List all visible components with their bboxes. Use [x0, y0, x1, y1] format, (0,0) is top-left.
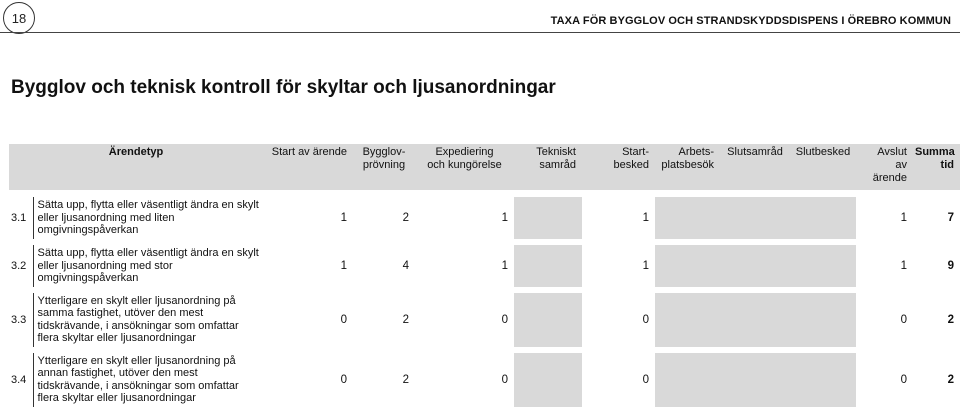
cell-summa: 7	[913, 197, 960, 242]
cell-expediering: 1	[415, 242, 514, 290]
table-row	[9, 197, 960, 242]
cell-startbesked: 1	[582, 197, 655, 242]
column-header: Slutsamråd	[720, 144, 790, 190]
cell-slutbesked	[790, 197, 856, 242]
running-header: TAXA FÖR BYGGLOV OCH STRANDSKYDDSDISPENS I ÖREBRO KOMMUN	[550, 15, 951, 27]
cell-slutsamrad	[720, 290, 790, 350]
header-divider	[0, 32, 960, 33]
cell-bygglovprovning: 4	[353, 242, 415, 290]
cell-slutsamrad	[720, 197, 790, 242]
cell-bygglovprovning: 2	[353, 350, 415, 410]
column-header: Start- besked	[582, 144, 655, 190]
row-description: Ytterligare en skylt eller ljusanordning på annan fastighet, utöver den mest tidskrävande, i ansökningar som omfattar flera skyltar eller ljusanordningar	[33, 350, 263, 410]
column-header: Expediering och kungörelse	[415, 144, 514, 190]
cell-tekniskt-samrad	[514, 350, 582, 410]
row-code: 3.1	[9, 197, 33, 242]
cell-tekniskt-samrad	[514, 290, 582, 350]
cell-summa: 9	[913, 242, 960, 290]
column-header: Tekniskt samråd	[514, 144, 582, 190]
column-header: Slutbesked	[790, 144, 856, 190]
cell-start: 0	[263, 350, 353, 410]
cell-start: 1	[263, 242, 353, 290]
column-header: Avslut av ärende	[856, 144, 913, 190]
fee-table	[9, 144, 960, 413]
cell-summa: 2	[913, 350, 960, 410]
row-code: 3.4	[9, 350, 33, 410]
row-description: Ytterligare en skylt eller ljusanordning på samma fastighet, utöver den mest tidskrävande, i ansökningar som omfattar flera skyltar eller ljusanordningar	[33, 290, 263, 350]
row-description: Sätta upp, flytta eller väsentligt ändra en skylt eller ljusanordning med stor omgivningspåverkan	[33, 242, 263, 290]
cell-bygglovprovning: 2	[353, 290, 415, 350]
cell-slutbesked	[790, 350, 856, 410]
cell-avslut: 0	[856, 350, 913, 410]
cell-startbesked: 0	[582, 350, 655, 410]
cell-arbetsplatsbesok	[655, 242, 720, 290]
cell-slutsamrad	[720, 350, 790, 410]
cell-arbetsplatsbesok	[655, 290, 720, 350]
cell-startbesked: 0	[582, 290, 655, 350]
cell-expediering: 0	[415, 290, 514, 350]
cell-summa: 2	[913, 290, 960, 350]
cell-avslut: 1	[856, 242, 913, 290]
row-code: 3.2	[9, 242, 33, 290]
cell-slutbesked	[790, 290, 856, 350]
page-number-badge	[3, 2, 35, 34]
column-header: Arbets- platsbesök	[655, 144, 720, 190]
cell-arbetsplatsbesok	[655, 350, 720, 410]
cell-startbesked: 1	[582, 242, 655, 290]
cell-slutbesked	[790, 242, 856, 290]
page-number: 18	[11, 10, 27, 26]
cell-tekniskt-samrad	[514, 197, 582, 242]
column-header: Bygglov- prövning	[353, 144, 415, 190]
table-row	[9, 242, 960, 290]
section-title: Bygglov och teknisk kontroll för skyltar och ljusanordningar	[11, 77, 556, 98]
column-header: Start av ärende	[263, 144, 353, 190]
cell-bygglovprovning: 2	[353, 197, 415, 242]
cell-slutsamrad	[720, 242, 790, 290]
row-code: 3.3	[9, 290, 33, 350]
cell-arbetsplatsbesok	[655, 197, 720, 242]
table-header-row	[9, 144, 960, 190]
table-row	[9, 350, 960, 410]
cell-start: 0	[263, 290, 353, 350]
column-header: Summa tid	[913, 144, 960, 190]
column-header: Ärendetyp	[9, 144, 263, 190]
cell-start: 1	[263, 197, 353, 242]
row-description: Sätta upp, flytta eller väsentligt ändra en skylt eller ljusanordning med liten omgivningspåverkan	[33, 197, 263, 242]
cell-tekniskt-samrad	[514, 242, 582, 290]
cell-avslut: 0	[856, 290, 913, 350]
cell-avslut: 1	[856, 197, 913, 242]
table-row	[9, 290, 960, 350]
cell-expediering: 0	[415, 350, 514, 410]
cell-expediering: 1	[415, 197, 514, 242]
